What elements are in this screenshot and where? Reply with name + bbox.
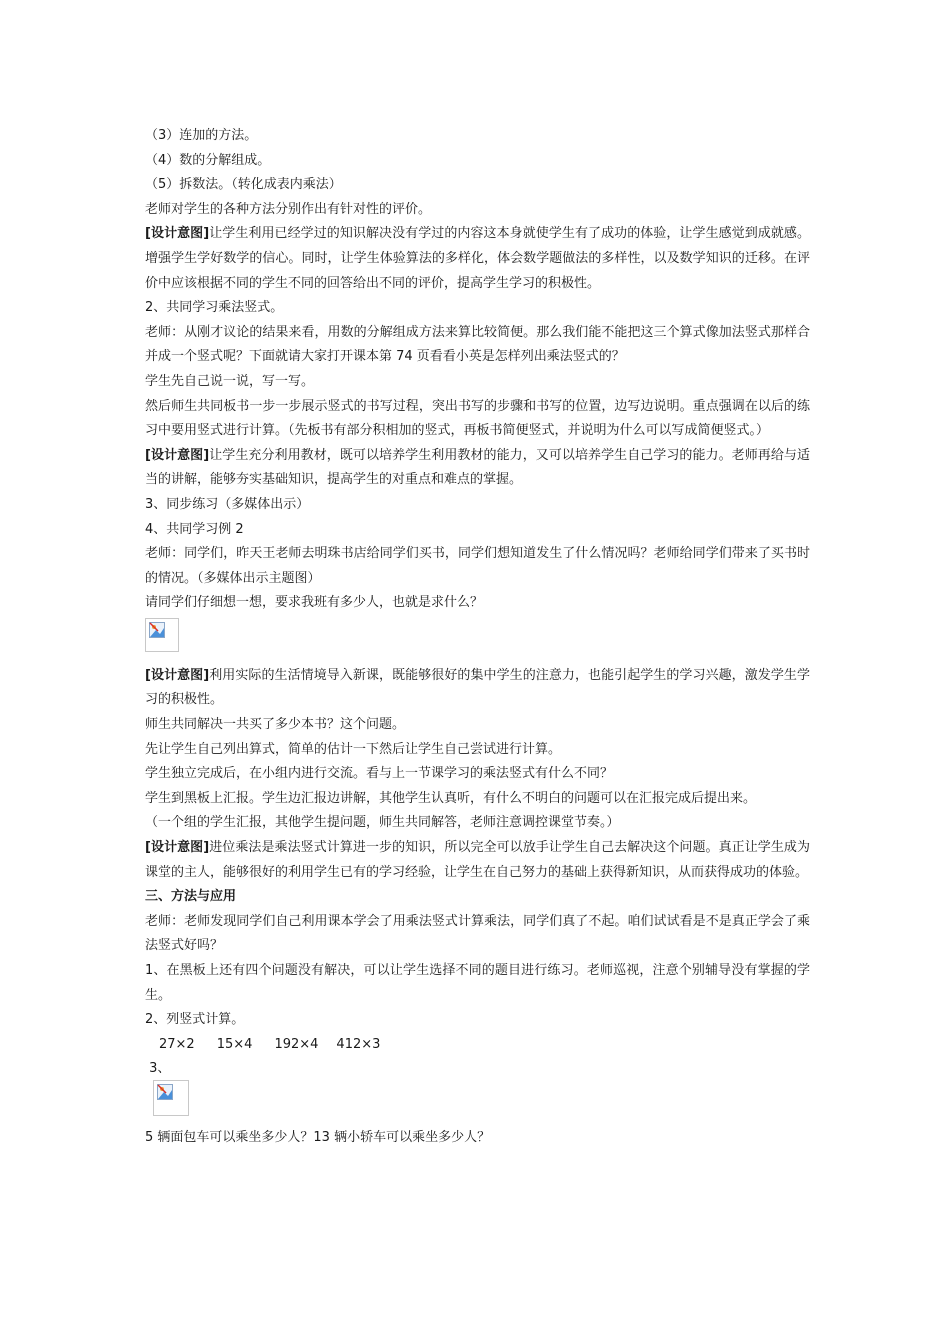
- method-item-4: （4）数的分解组成。: [145, 152, 271, 168]
- teacher-speech-1: 老师：从刚才议论的结果来看，用数的分解组成方法来算比较简便。那么我们能不能把这三个算式像加法竖式那样合并成一个竖式呢？下面就请大家打开课本第 74 页看看小英是怎样列出乘法竖式的？: [145, 324, 810, 365]
- method-item-5: （5）拆数法。（转化成表内乘法）: [145, 177, 342, 193]
- calculation-list: [145, 1033, 810, 1058]
- teacher-speech-2: 老师：同学们，昨天王老师去明珠书店给同学们买书，同学们想知道发生了什么情况吗？老师给同学们带来了买书时的情况。（多媒体出示主题图）: [145, 546, 810, 586]
- theme-image-placeholder: [145, 618, 179, 652]
- document-page: [145, 124, 810, 1151]
- design-intent-text: 进位乘法是乘法竖式计算进一步的知识，所以完全可以放手让学生自己去解决这个问题。真正让学生成为课堂的主人，能够很好的利用学生已有的学习经验，让学生在自己努力的基础上获得新知识，从而获得成功的体验。: [145, 840, 810, 880]
- broken-image-icon: [157, 1084, 173, 1100]
- exercise-3-heading: 3、: [145, 1061, 171, 1077]
- design-intent-label: [设计意图]: [145, 447, 210, 463]
- student-list-formula: 先让学生自己列出算式，简单的估计一下然后让学生自己尝试进行计算。: [145, 741, 562, 757]
- section-heading-3: 3、同步练习（多媒体出示）: [145, 496, 310, 512]
- calc-item: 27×2: [159, 1036, 195, 1052]
- student-report: 学生到黑板上汇报。学生边汇报边讲解，其他学生认真听，有什么不明白的问题可以在汇报完成后提出来。: [145, 790, 757, 806]
- design-intent-label: [设计意图]: [145, 226, 210, 242]
- design-intent-label: [设计意图]: [145, 840, 210, 856]
- calc-item: 15×4: [216, 1036, 253, 1052]
- exercise-2-heading: 2、列竖式计算。: [145, 1012, 245, 1028]
- design-intent-1: [145, 222, 810, 296]
- exercise-image-placeholder: [153, 1080, 189, 1116]
- exercise-1: 1、在黑板上还有四个问题没有解决，可以让学生选择不同的题目进行练习。老师巡视，注意个别辅导没有掌握的学生。: [145, 963, 810, 1003]
- teacher-evaluation: 老师对学生的各种方法分别作出有针对性的评价。: [145, 201, 432, 217]
- calc-item: 412×3: [336, 1036, 381, 1052]
- student-activity-1: 学生先自己说一说，写一写。: [145, 373, 315, 389]
- section-heading-4: 4、共同学习例 2: [145, 521, 244, 537]
- question-prompt: 请同学们仔细想一想，要求我班有多少人，也就是求什么？: [145, 595, 484, 611]
- design-intent-2: [145, 444, 810, 493]
- method-item-3: （3）连加的方法。: [145, 128, 258, 143]
- vehicle-question: 5 辆面包车可以乘坐多少人？13 辆小轿车可以乘坐多少人？: [145, 1129, 491, 1145]
- section-heading-2: 2、共同学习乘法竖式。: [145, 300, 284, 316]
- design-intent-4: [145, 836, 810, 885]
- teacher-speech-3: 老师：老师发现同学们自己利用课本学会了用乘法竖式计算乘法，同学们真了不起。咱们试试看是不是真正学会了乘法竖式好吗？: [145, 913, 810, 954]
- broken-image-icon: [149, 622, 165, 638]
- design-intent-text: 让学生充分利用教材，既可以培养学生利用教材的能力，又可以培养学生自己学习的能力。老师再给与适当的讲解，能够夯实基础知识，提高学生的对重点和难点的掌握。: [145, 447, 810, 488]
- group-discussion: 学生独立完成后，在小组内进行交流。看与上一节课学习的乘法竖式有什么不同？: [145, 766, 614, 782]
- design-intent-label: [设计意图]: [145, 667, 210, 683]
- section-heading-method-application: 三、方法与应用: [145, 889, 237, 905]
- design-intent-3: [145, 664, 810, 713]
- calc-item: 192×4: [274, 1036, 319, 1052]
- group-report-note: （一个组的学生汇报，其他学生提问题，师生共同解答，老师注意调控课堂节奏。）: [145, 815, 620, 831]
- joint-solve: 师生共同解决一共买了多少本书？这个问题。: [145, 717, 406, 733]
- design-intent-text: 让学生利用已经学过的知识解决没有学过的内容这本身就使学生有了成功的体验，让学生感觉到成就感。增强学生学好数学的信心。同时，让学生体验算法的多样化，体会数学题做法的多样性，以及数学知识的迁移。在评价中应该根据不同的学生不同的回答给出不同的评价，提高学生学习的积极性。: [145, 226, 810, 291]
- board-writing-paragraph: 然后师生共同板书一步一步展示竖式的书写过程，突出书写的步骤和书写的位置，边写边说明。重点强调在以后的练习中要用竖式进行计算。（先板书有部分积相加的竖式，再板书简便竖式，并说明为什么可以写成简便竖式。）: [145, 398, 810, 439]
- design-intent-text: 利用实际的生活情境导入新课，既能够很好的集中学生的注意力，也能引起学生的学习兴趣，激发学生学习的积极性。: [145, 667, 810, 708]
